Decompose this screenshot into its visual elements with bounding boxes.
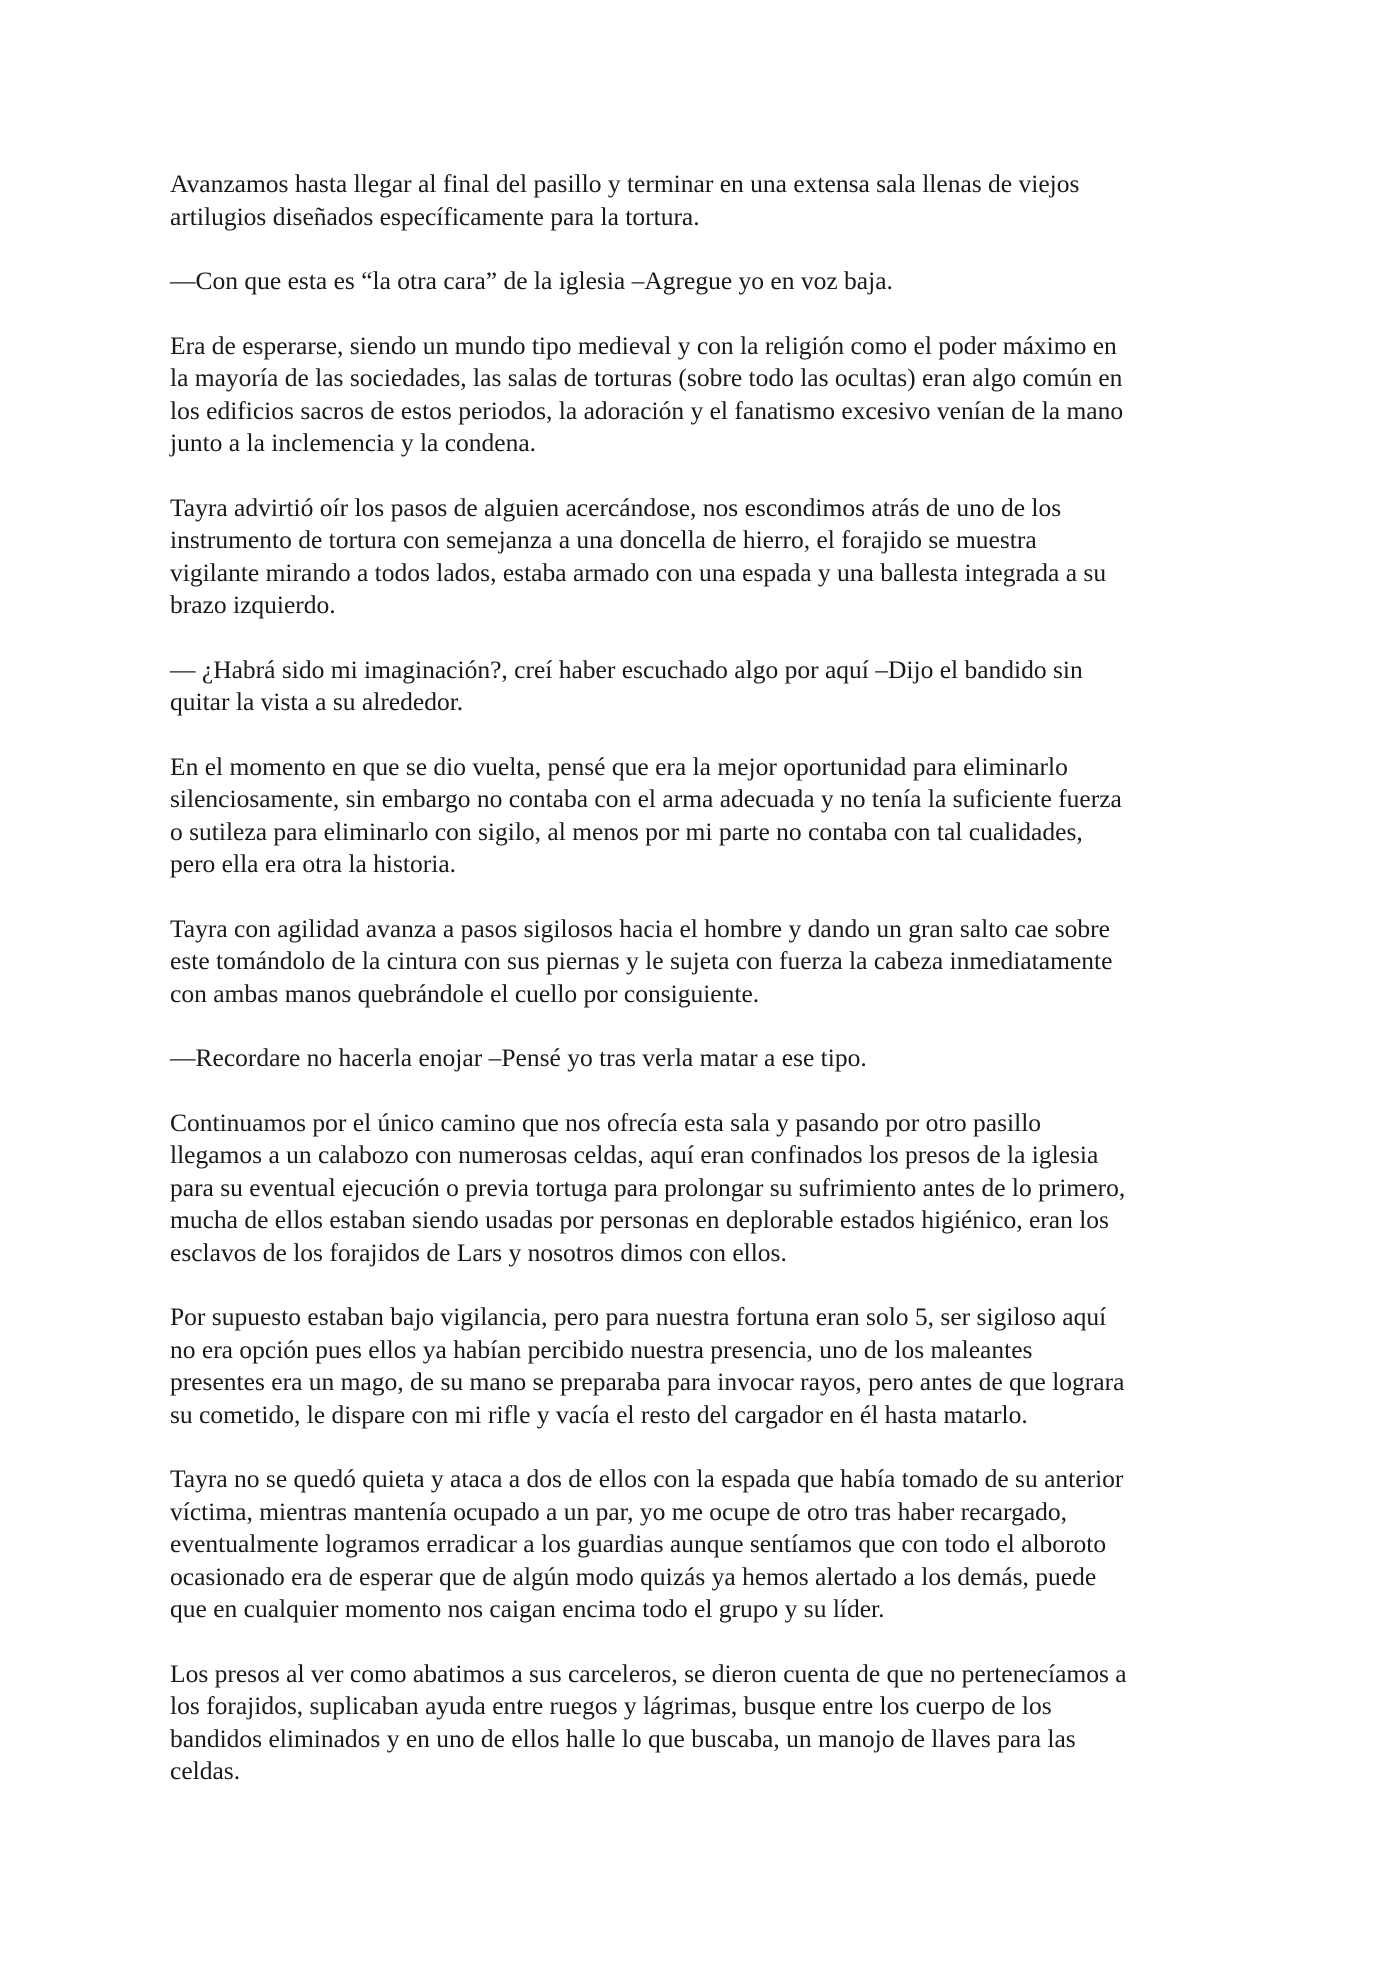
paragraph <box>170 751 1240 881</box>
paragraph <box>170 1463 1240 1626</box>
text-line: Continuamos por el único camino que nos ofrecía esta sala y pasando por otro pasillo <box>170 1107 1042 1137</box>
text-line: mucha de ellos estaban siendo usadas por personas en deplorable estados higiénico, eran los <box>170 1205 1109 1234</box>
text-line: —Recordare no hacerla enojar –Pensé yo tras verla matar a ese tipo. <box>170 1043 867 1072</box>
paragraph <box>170 330 1240 460</box>
text-line: con ambas manos quebrándole el cuello por consiguiente. <box>170 978 760 1008</box>
text-line: este tomándolo de la cintura con sus piernas y le sujeta con fuerza la cabeza inmediatamente <box>170 946 1113 975</box>
text-line: esclavos de los forajidos de Lars y nosotros dimos con ellos. <box>170 1237 787 1267</box>
text-line: vigilante mirando a todos lados, estaba armado con una espada y una ballesta integrada a su <box>170 557 1107 587</box>
text-line: Tayra advirtió oír los pasos de alguien acercándose, nos escondimos atrás de uno de los <box>170 492 1062 522</box>
paragraph <box>170 1658 1240 1788</box>
text-line: llegamos a un calabozo con numerosas celdas, aquí eran confinados los presos de la iglesia <box>170 1140 1099 1169</box>
text-line: Tayra con agilidad avanza a pasos sigilosos hacia el hombre y dando un gran salto cae sobre <box>170 913 1110 943</box>
text-line: instrumento de tortura con semejanza a una doncella de hierro, el forajido se muestra <box>170 525 1037 554</box>
text-line: quitar la vista a su alrededor. <box>170 687 464 716</box>
text-line: Avanzamos hasta llegar al final del pasillo y terminar en una extensa sala llenas de viejos <box>170 169 1080 198</box>
text-line: los forajidos, suplicaban ayuda entre ruegos y lágrimas, busque entre los cuerpo de los <box>170 1691 1052 1720</box>
text-line: pero ella era otra la historia. <box>170 849 457 878</box>
text-line: eventualmente logramos erradicar a los guardias aunque sentíamos que con todo el alboroto <box>170 1529 1107 1558</box>
paragraph <box>170 1107 1240 1270</box>
paragraph <box>170 265 1240 298</box>
text-line: presentes era un mago, de su mano se preparaba para invocar rayos, pero antes de que lograra <box>170 1367 1125 1396</box>
text-line: Era de esperarse, siendo un mundo tipo medieval y con la religión como el poder máximo en <box>170 330 1117 360</box>
text-line: Tayra no se quedó quieta y ataca a dos de ellos con la espada que había tomado de su anterior <box>170 1464 1124 1493</box>
document-page <box>170 168 1240 1820</box>
text-line: silenciosamente, sin embargo no contaba con el arma adecuada y no tenía la suficiente fuerza <box>170 784 1122 813</box>
paragraph <box>170 1301 1240 1431</box>
text-line: —Con que esta es “la otra cara” de la iglesia –Agregue yo en voz baja. <box>170 266 893 295</box>
paragraph <box>170 1042 1240 1075</box>
paragraph <box>170 913 1240 1011</box>
text-line: que en cualquier momento nos caigan encima todo el grupo y su líder. <box>170 1594 885 1623</box>
text-line: brazo izquierdo. <box>170 590 336 619</box>
text-line: bandidos eliminados y en uno de ellos halle lo que buscaba, un manojo de llaves para las <box>170 1723 1076 1753</box>
text-line: víctima, mientras mantenía ocupado a un par, yo me ocupe de otro tras haber recargado, <box>170 1496 1068 1526</box>
text-line: artilugios diseñados específicamente para la tortura. <box>170 201 700 231</box>
text-line: los edificios sacros de estos periodos, la adoración y el fanatismo excesivo venían de la mano <box>170 395 1124 425</box>
paragraph <box>170 492 1240 622</box>
text-line: — ¿Habrá sido mi imaginación?, creí haber escuchado algo por aquí –Dijo el bandido sin <box>170 654 1083 684</box>
text-line: ocasionado era de esperar que de algún modo quizás ya hemos alertado a los demás, puede <box>170 1561 1097 1591</box>
text-line: para su eventual ejecución o previa tortuga para prolongar su sufrimiento antes de lo primero, <box>170 1172 1126 1202</box>
text-line: la mayoría de las sociedades, las salas de torturas (sobre todo las ocultas) eran algo común en <box>170 363 1123 392</box>
text-line: su cometido, le dispare con mi rifle y vacía el resto del cargador en él hasta matarlo. <box>170 1399 1028 1429</box>
text-line: o sutileza para eliminarlo con sigilo, al menos por mi parte no contaba con tal cualidades, <box>170 816 1083 846</box>
text-line: En el momento en que se dio vuelta, pensé que era la mejor oportunidad para eliminarlo <box>170 751 1068 781</box>
text-line: Por supuesto estaban bajo vigilancia, pero para nuestra fortuna eran solo 5, ser sigiloso aquí <box>170 1302 1107 1331</box>
text-line: junto a la inclemencia y la condena. <box>170 428 537 457</box>
text-line: no era opción pues ellos ya habían percibido nuestra presencia, uno de los maleantes <box>170 1334 1033 1364</box>
paragraph <box>170 654 1240 719</box>
text-line: celdas. <box>170 1756 241 1785</box>
text-line: Los presos al ver como abatimos a sus carceleros, se dieron cuenta de que no pertenecíamos a <box>170 1658 1127 1688</box>
paragraph <box>170 168 1240 233</box>
